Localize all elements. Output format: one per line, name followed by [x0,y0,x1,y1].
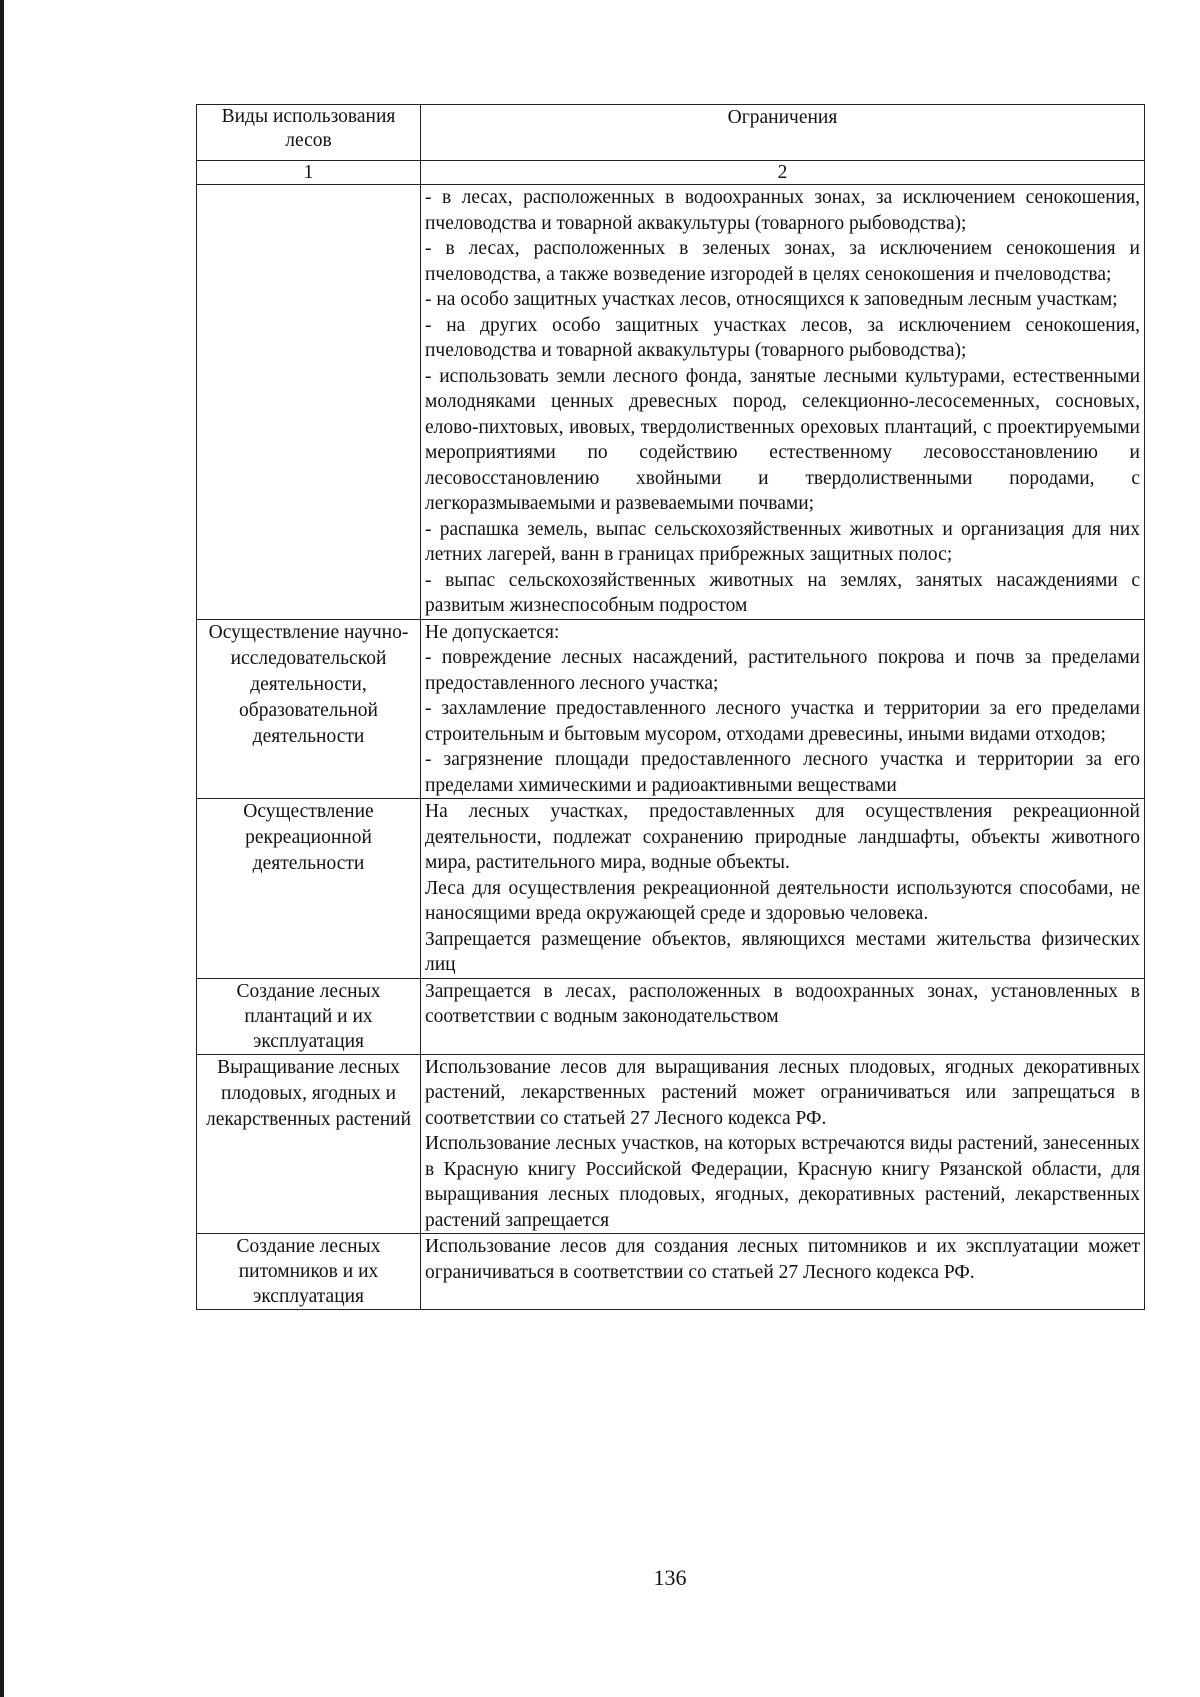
forest-use-type-cell: Выращивание лесных плодовых, ягодных и лекарственных растений [197,1054,421,1234]
page-number: 136 [653,1565,687,1590]
restriction-item: - выпас сельскохозяйственных животных на землях, занятых насаждениями с развитым жизнеспособным подростом [425,569,1140,616]
restriction-item: Запрещается в лесах, расположенных в водоохранных зонах, установленных в соответствии с водным законодательством [425,980,1140,1027]
column-number-1: 1 [197,161,421,185]
restriction-item: На лесных участках, предоставленных для осуществления рекреационной деятельности, подлежат сохранению природные ландшафты, объекты животного мира, растительного мира, водные объекты. [425,801,1140,873]
restrictions-cell [421,978,1145,1054]
restrictions-table [196,104,1145,1310]
forest-use-type-cell: Создание лесных плантаций и их эксплуатация [197,978,421,1054]
table-row [197,619,1145,799]
table-row [197,799,1145,979]
header-forest-use-types: Виды использования лесов [197,105,421,161]
column-number-2: 2 [421,161,1145,185]
restriction-item: - использовать земли лесного фонда, занятые лесными культурами, естественными молодняками ценных древесных пород, селекционно-лесосеменных, сосновых, елово-пихтовых, ивовых, твердолиственных ореховых плантаций, с проектируемыми мероприятиями по содействию естественному лесовосстановлению и лесовосстановлению хвойными и твердолиственными породами, с легкоразмываемыми и развеваемыми почвами; [425,365,1140,514]
header-restrictions: Ограничения [421,105,1145,161]
restriction-item: - на особо защитных участках лесов, относящихся к заповедным лесным участкам; [425,289,1118,310]
restrictions-cell [421,619,1145,799]
restriction-item: Использование лесов для создания лесных питомников и их эксплуатации может ограничиваться в соответствии со статьей 27 Лесного кодекса РФ. [425,1236,1140,1283]
table-row [197,1234,1145,1310]
column-number-row [197,161,1145,185]
restrictions-cell [421,1054,1145,1234]
restriction-item: Использование лесных участков, на которых встречаются виды растений, занесенных в Красную книгу Российской Федерации, Красную книгу Рязанской области, для выращивания лесных плодовых, ягодных, декоративных растений, лекарственных растений запрещается [425,1133,1140,1231]
restrictions-cell [421,799,1145,979]
restriction-item: - в лесах, расположенных в зеленых зонах, за исключением сенокошения и пчеловодства, а также возведение изгородей в целях сенокошения и пчеловодства; [425,238,1140,285]
table-row [197,1054,1145,1234]
restriction-item: - загрязнение площади предоставленного лесного участка и территории за его пределами химическими и радиоактивными веществами [425,749,1140,796]
restriction-item: - распашка земель, выпас сельскохозяйственных животных и организация для них летних лагерей, ванн в границах прибрежных защитных полос; [425,518,1140,565]
restriction-item: - повреждение лесных насаждений, растительного покрова и почв за пределами предоставленного лесного участка; [425,647,1140,694]
forest-use-type-cell [197,185,421,620]
restriction-item: Не допускается: [425,621,560,643]
restriction-item: Использование лесов для выращивания лесных плодовых, ягодных декоративных растений, лекарственных растений может ограничиваться или запрещаться в соответствии со статьей 27 Лесного кодекса РФ. [425,1056,1140,1129]
table-row [197,185,1145,620]
forest-use-type-cell: Создание лесных питомников и их эксплуатация [197,1234,421,1310]
restriction-item: Запрещается размещение объектов, являющихся местами жительства физических лиц [425,928,1140,975]
table-row [197,978,1145,1054]
restrictions-cell [421,185,1145,620]
table-header-row [197,105,1145,161]
forest-use-type-cell: Осуществление рекреационной деятельности [197,799,421,979]
restrictions-cell [421,1234,1145,1310]
restriction-item: - захламление предоставленного лесного участка и территории за его пределами строительным и бытовым мусором, отходами древесины, иными видами отходов; [425,698,1140,745]
restriction-item: - в лесах, расположенных в водоохранных зонах, за исключением сенокошения, пчеловодства и товарной аквакультуры (товарного рыбоводства); [425,187,1140,234]
restriction-item: - на других особо защитных участках лесов, за исключением сенокошения, пчеловодства и товарной аквакультуры (товарного рыбоводства); [425,314,1140,361]
forest-use-type-cell: Осуществление научно-исследовательской деятельности, образовательной деятельности [197,619,421,799]
page-binding-edge [0,0,4,1697]
restriction-item: Леса для осуществления рекреационной деятельности используются способами, не наносящими вреда окружающей среде и здоровью человека. [425,877,1140,924]
